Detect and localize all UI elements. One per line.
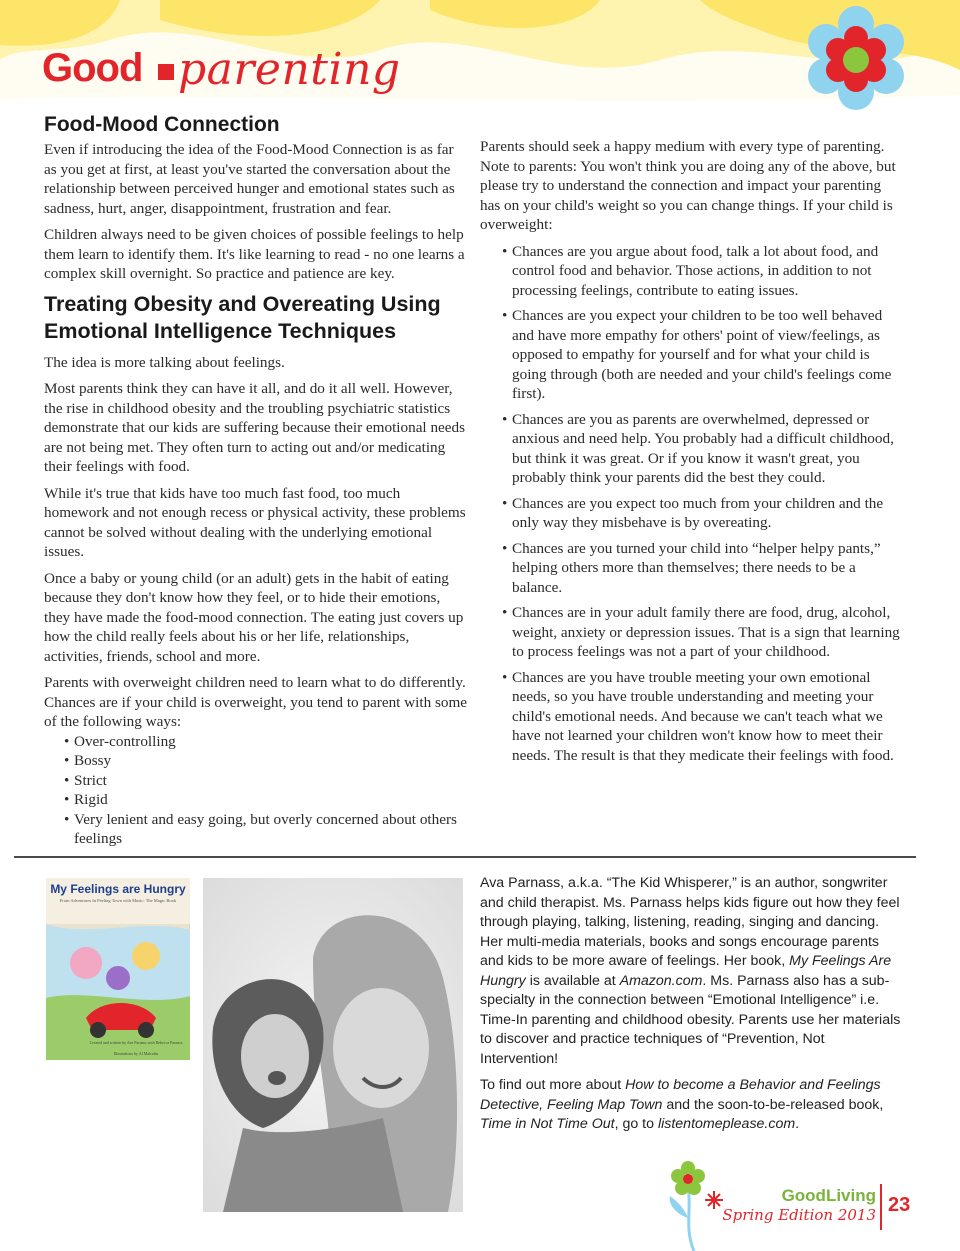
paragraph: Parents with overweight children need to learn what to do differently. Chances are if your child is overweight, you tend to parent with some of the following ways:	[44, 674, 468, 730]
section-divider	[14, 856, 916, 858]
list-item: • Very lenient and easy going, but overly concerned about others feelings	[64, 810, 457, 847]
bio-paragraph: Ava Parnass, a.k.a. “The Kid Whisperer,” is an author, songwriter and child therapist. Ms. Parnass helps kids figure out how they feel through playing, talking, listening, reading, singing and dancing. Her multi-media materials, books and songs encourage parents and kids to be more aware of feelings. Her book, My Feelings Are Hungry is available at Amazon.com. Ms. Parnass also has a sub-specialty in the connection between “Emotional Intelligence” i.e. Time-In parenting and childhood obesity. Parents use her materials to discover and practice techniques of “Prevention, Not Intervention!	[480, 875, 901, 1067]
website-link[interactable]: listentomeplease.com	[657, 1116, 796, 1132]
paragraph: While it's true that kids have too much fast food, too much homework and not enough recess or physical activity, these problems cannot be solved without dealing with the underlying emotional issues.	[44, 484, 466, 560]
book-cover-image	[46, 878, 190, 1060]
left-column	[44, 112, 468, 849]
paragraph: Most parents think they can have it all, and do it all well. However, the rise in childhood obesity and the troubling psychiatric statistics demonstrate that our kids are suffering because their emotional needs are not being met. They often turn to acting out and/or medicating their feelings with food.	[44, 380, 466, 475]
brand-word: Good	[42, 46, 143, 90]
list-item: • Chances are you as parents are overwhelmed, depressed or anxious and need help. You probably had a difficult childhood, but think it was great. Or if you know it wasn't great, you probably think your parents did the best they could.	[502, 410, 894, 486]
paragraph: Parents should seek a happy medium with every type of parenting. Note to parents: You won't think you are doing any of the above, but please try to understand the connection and impact your parenting has on your child's weight so you can change things. If your child is overweight:	[480, 138, 896, 233]
paragraph: The idea is more talking about feelings.	[44, 353, 285, 371]
list-item: • Chances are in your adult family there are food, drug, alcohol, weight, anxiety or depression issues. That is a sign that learning to process feelings was not a part of your childhood.	[502, 604, 900, 660]
footer-brand	[720, 1186, 876, 1224]
right-column	[480, 137, 905, 771]
list-item: • Chances are you turned your child into “helper helpy pants,” helping others more than themselves; there needs to be a balance.	[502, 539, 881, 596]
paragraph: Once a baby or young child (or an adult) gets in the habit of eating because they don't know how they feel, or to hide their emotions, they have made the food-mood connection. The eating just covers up how the child really feels about his or her life, relationships, activities, friends, school and more.	[44, 569, 464, 665]
list-item: • Chances are you have trouble meeting your own emotional needs, so you have trouble understanding and meeting your child's emotional needs. And because we can't teach what we have not learned your children won't know how to meet their needs. The result is that they medicate their feelings with food.	[502, 668, 894, 764]
book-title: My Feelings are Hungry	[50, 882, 186, 896]
list-item: • Bossy	[64, 752, 112, 769]
author-bio	[480, 874, 905, 1142]
list-item: • Chances are you argue about food, talk a lot about food, and control food and behavior. Those actions, in addition to not processing feelings, contribute to eating issues.	[502, 242, 879, 299]
book-illustrator: Illustrations by Al Malcolm	[113, 1051, 159, 1056]
edition-label: Spring Edition 2013	[722, 1206, 876, 1224]
page-number: 23	[888, 1194, 911, 1216]
magazine-name: GoodLiving	[781, 1186, 876, 1205]
parenting-traits-list	[64, 732, 468, 849]
heading-food-mood: Food-Mood Connection	[44, 113, 280, 136]
brand-script: parenting	[178, 44, 401, 95]
bio-paragraph: To find out more about How to become a Behavior and Feelings Detective, Feeling Map Town and the soon-to-be-released book, Time in Not Time Out, go to listentomeplease.com.	[480, 1077, 884, 1132]
list-item: • Chances are you expect too much from your children and the only way they misbehave is by overeating.	[502, 494, 884, 531]
list-item: • Over-controlling	[64, 732, 176, 750]
author-photo	[203, 878, 463, 1212]
chances-list	[480, 242, 905, 766]
book-subtitle: From Adventures In Feeling Town with Music: The Magic Book	[59, 898, 177, 903]
paragraph: Children always need to be given choices of possible feelings to help them learn to identify them. It's like learning to read - no one learns a complex skill overnight. So practice and patience are key.	[44, 226, 465, 282]
book-credit: Created and written by Ava Parnass with Rebecca Parnass	[89, 1040, 183, 1045]
heading-treating-obesity: Treating Obesity and Overeating Using Emotional Intelligence Techniques	[44, 291, 441, 343]
list-item: • Strict	[64, 771, 107, 789]
list-item: • Rigid	[64, 791, 108, 808]
list-item: • Chances are you expect your children to be too well behaved and have more empathy for others' point of view/feelings, as opposed to empathy for yourself and for what your child is going through (both are needed and your child's feelings come first).	[502, 307, 892, 402]
brand-square-icon	[158, 64, 174, 80]
paragraph: Even if introducing the idea of the Food-Mood Connection is as far as you get at first, at least you've started the conversation about the relationship between perceived hunger and emotional states such as sadness, hurt, anger, disappointment, frustration and fear.	[44, 141, 455, 217]
footer-divider	[880, 1184, 882, 1230]
header-banner	[0, 0, 960, 130]
